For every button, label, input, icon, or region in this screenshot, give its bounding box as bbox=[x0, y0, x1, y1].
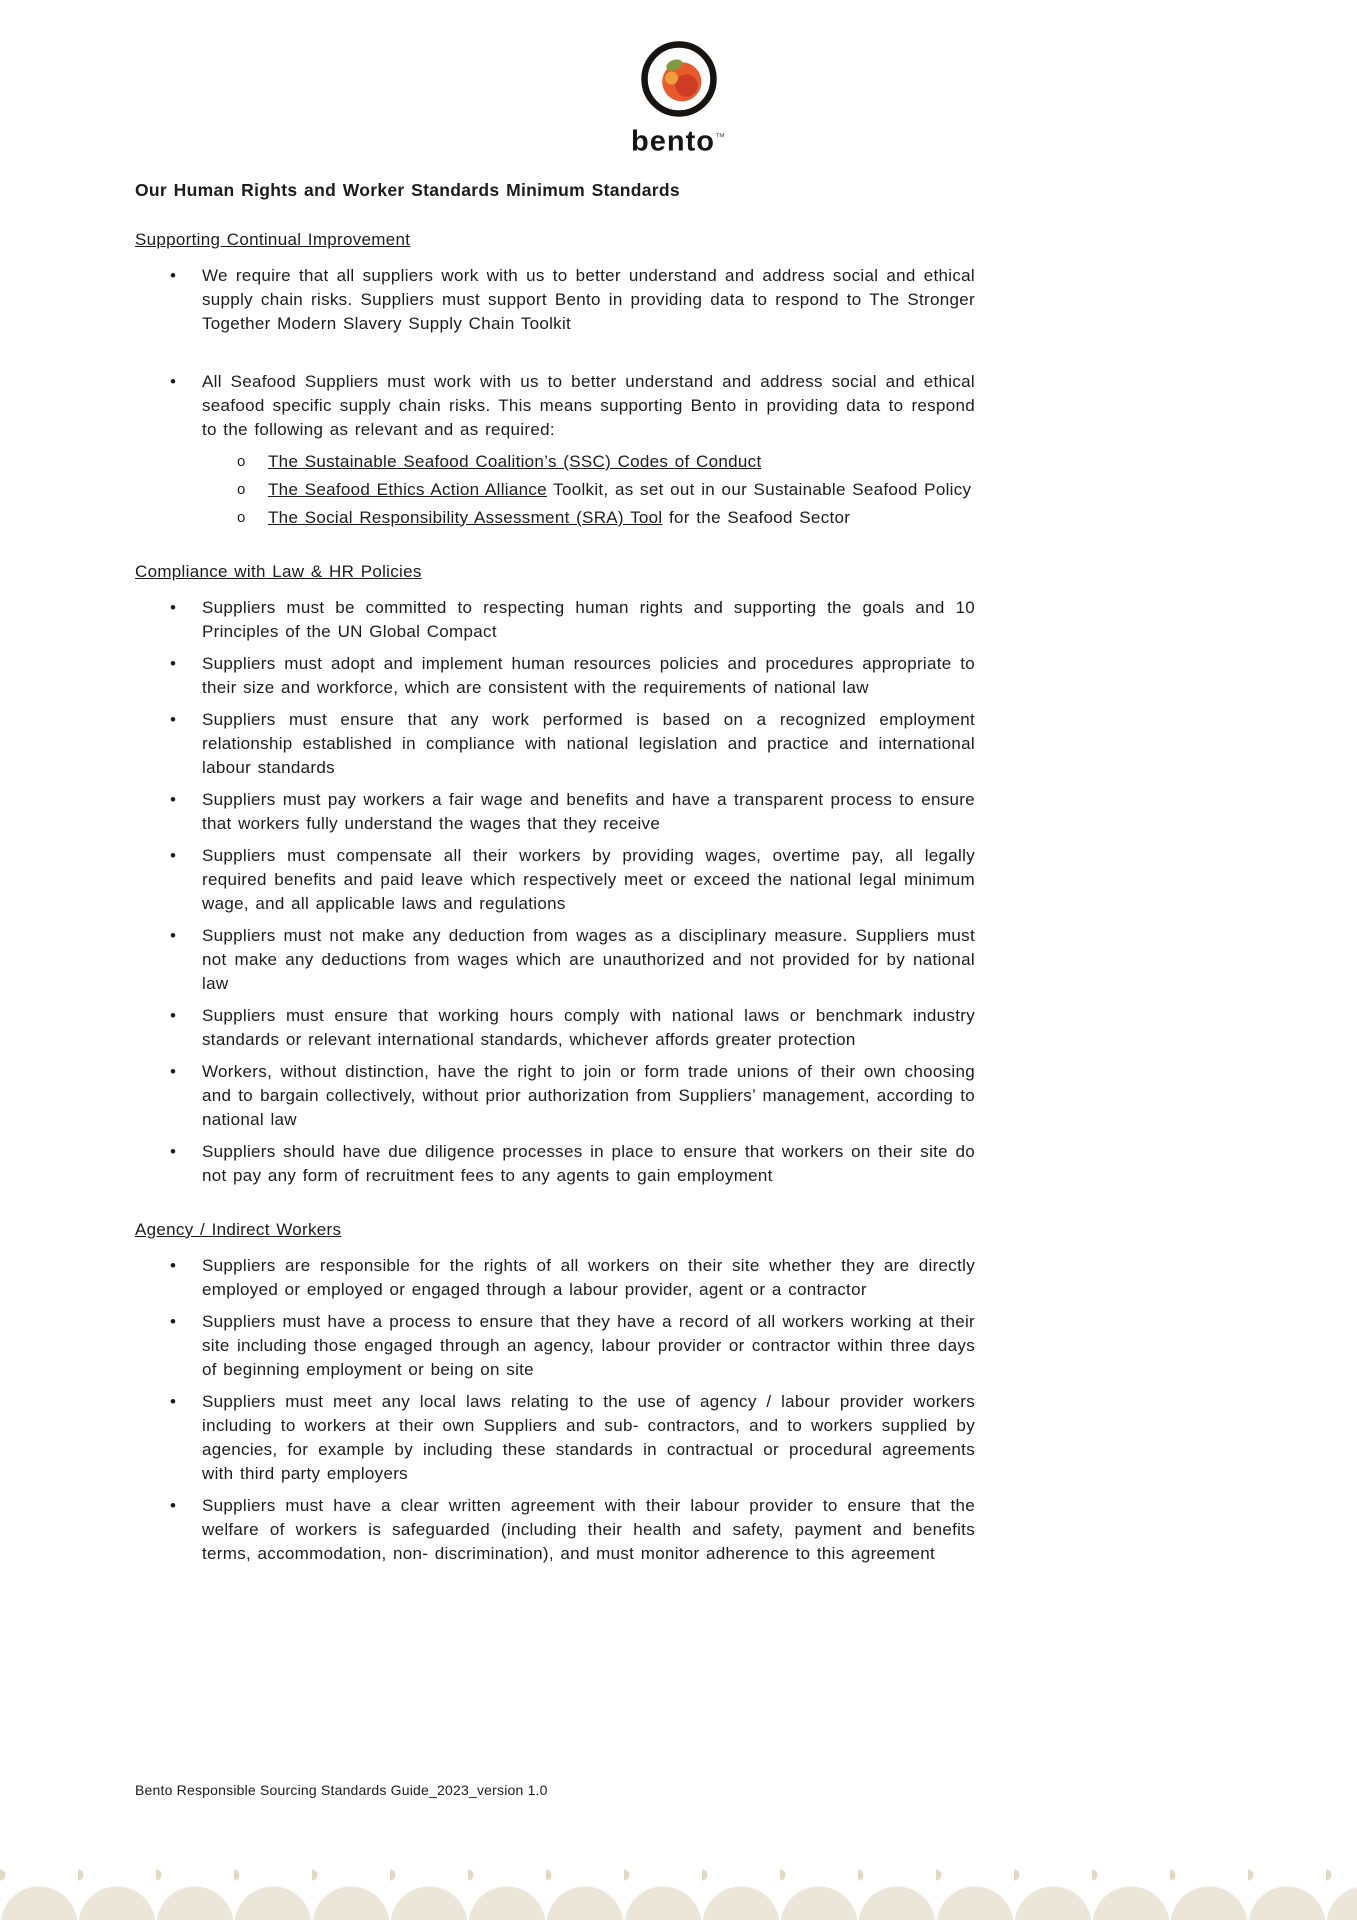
text-run: Suppliers must not make any deduction from wages as a disciplinary measure. Suppliers must not make any deductions from wages which are unauthorized and not provided for by national law bbox=[202, 925, 975, 993]
list-item bbox=[135, 924, 975, 996]
list-item bbox=[135, 1254, 975, 1302]
list-item bbox=[135, 708, 975, 780]
bullet-marker: • bbox=[170, 597, 177, 617]
text-run: Suppliers must meet any local laws relating to the use of agency / labour provider workers including to workers at their own Suppliers and sub- contractors, and to workers supplied by agencies, for example by including these standards in contractual or procedural agreements with third party employers bbox=[202, 1391, 975, 1483]
text-run: Suppliers must have a process to ensure that they have a record of all workers working at their site including those engaged through an agency, labour provider or contractor within three days of beginning employment or being on site bbox=[202, 1311, 975, 1379]
item-text bbox=[202, 1062, 975, 1129]
section-heading: Supporting Continual Improvement bbox=[135, 229, 411, 249]
sub-list-item bbox=[135, 478, 975, 502]
item-text bbox=[202, 1006, 975, 1049]
brand-text: bento bbox=[631, 125, 715, 158]
brand-wordmark bbox=[0, 122, 1357, 158]
doc-link[interactable]: The Social Responsibility Assessment (SRA) Tool bbox=[268, 507, 663, 527]
bullet-marker: • bbox=[170, 1141, 177, 1161]
item-text bbox=[202, 1256, 975, 1299]
bullet-marker: • bbox=[170, 789, 177, 809]
item-text bbox=[202, 1142, 975, 1185]
section bbox=[135, 560, 975, 1188]
section bbox=[135, 1218, 975, 1566]
bullet-marker: • bbox=[170, 845, 177, 865]
content bbox=[0, 158, 1357, 1566]
bullet-marker: • bbox=[170, 1495, 177, 1515]
item-text bbox=[202, 654, 975, 697]
text-run: Toolkit, as set out in our Sustainable Seafood Policy bbox=[546, 479, 972, 499]
section-heading: Compliance with Law & HR Policies bbox=[135, 561, 422, 581]
list-item bbox=[135, 788, 975, 836]
list-item bbox=[135, 1140, 975, 1188]
bento-logo-icon bbox=[638, 38, 720, 120]
item-text bbox=[202, 790, 975, 833]
text-run: Suppliers must compensate all their workers by providing wages, overtime pay, all legally required benefits and paid leave which respectively meet or exceed the national legal minimum wage, and all applicable laws and regulations bbox=[202, 845, 975, 913]
item-text bbox=[202, 1312, 975, 1379]
bullet-marker: • bbox=[170, 653, 177, 673]
bullet-marker: o bbox=[237, 480, 246, 498]
item-text bbox=[202, 1392, 975, 1483]
text-run: for the Seafood Sector bbox=[662, 507, 851, 527]
text-run: Suppliers must ensure that working hours comply with national laws or benchmark industry standards or relevant international standards, whichever affords greater protection bbox=[202, 1005, 975, 1049]
item-text bbox=[202, 598, 975, 641]
list-item bbox=[135, 264, 975, 336]
bullet-marker: • bbox=[170, 1005, 177, 1025]
bullet-marker: • bbox=[170, 925, 177, 945]
text-run: Suppliers must adopt and implement human resources policies and procedures appropriate to their size and workforce, which are consistent with the requirements of national law bbox=[202, 653, 975, 697]
bullet-marker: • bbox=[170, 1391, 177, 1411]
text-run: All Seafood Suppliers must work with us to better understand and address social and ethical seafood specific supply chain risks. This means supporting Bento in providing data to respond to the following as relevant and as required: bbox=[202, 371, 975, 439]
bottom-scallop-decor bbox=[0, 1845, 1357, 1920]
sub-list-item bbox=[135, 450, 975, 474]
item-text bbox=[202, 710, 975, 777]
trademark-mark: ™ bbox=[714, 132, 726, 143]
item-text bbox=[202, 1496, 975, 1563]
item-text bbox=[202, 926, 975, 993]
logo bbox=[0, 0, 1357, 158]
section-heading: Agency / Indirect Workers bbox=[135, 1219, 342, 1239]
bullet-marker: • bbox=[170, 709, 177, 729]
sections bbox=[135, 228, 975, 1566]
page-title: Our Human Rights and Worker Standards Minimum Standards bbox=[135, 179, 680, 200]
bullet-marker: • bbox=[170, 265, 177, 285]
doc-link[interactable]: The Sustainable Seafood Coalition’s (SSC) Codes of Conduct bbox=[268, 451, 762, 471]
list-item bbox=[135, 1390, 975, 1486]
list-item bbox=[135, 1494, 975, 1566]
item-text bbox=[202, 266, 975, 333]
bullet-marker: o bbox=[237, 452, 246, 470]
text-run: Suppliers are responsible for the rights of all workers on their site whether they are directly employed or employed or engaged through a labour provider, agent or a contractor bbox=[202, 1255, 975, 1299]
text-run: We require that all suppliers work with us to better understand and address social and ethical supply chain risks. Suppliers must support Bento in providing data to respond to The Stronger Together Modern Slavery Supply Chain Toolkit bbox=[202, 265, 975, 333]
list-item bbox=[135, 652, 975, 700]
list-item bbox=[135, 844, 975, 916]
text-run: Workers, without distinction, have the right to join or form trade unions of their own choosing and to bargain collectively, without prior authorization from Suppliers’ management, according to national law bbox=[202, 1061, 975, 1129]
doc-link[interactable]: The Seafood Ethics Action Alliance bbox=[268, 479, 547, 499]
bullet-marker: o bbox=[237, 508, 246, 526]
bullet-marker: • bbox=[170, 1311, 177, 1331]
item-text bbox=[268, 452, 761, 471]
list-item bbox=[135, 1310, 975, 1382]
sub-list-item bbox=[135, 506, 975, 530]
list-item bbox=[135, 1004, 975, 1052]
item-text bbox=[268, 480, 971, 499]
text-run: Suppliers must pay workers a fair wage and benefits and have a transparent process to ensure that workers fully understand the wages that they receive bbox=[202, 789, 975, 833]
bullet-marker: • bbox=[170, 1061, 177, 1081]
text-run: Suppliers must be committed to respecting human rights and supporting the goals and 10 Principles of the UN Global Compact bbox=[202, 597, 975, 641]
text-run: Suppliers must ensure that any work performed is based on a recognized employment relationship established in compliance with national legislation and practice and international labour standards bbox=[202, 709, 975, 777]
footer-text: Bento Responsible Sourcing Standards Guide_2023_version 1.0 bbox=[135, 1782, 548, 1798]
item-text bbox=[202, 846, 975, 913]
item-text bbox=[202, 372, 975, 439]
text-run: Suppliers must have a clear written agreement with their labour provider to ensure that the welfare of workers is safeguarded (including their health and safety, payment and benefits terms, accommodation, non- discrimination), and must monitor adherence to this agreement bbox=[202, 1495, 975, 1563]
list-item bbox=[135, 370, 975, 442]
bullet-marker: • bbox=[170, 371, 177, 391]
text-run: Suppliers should have due diligence processes in place to ensure that workers on their site do not pay any form of recruitment fees to any agents to gain employment bbox=[202, 1141, 975, 1185]
section bbox=[135, 228, 975, 530]
list-item bbox=[135, 596, 975, 644]
list-item bbox=[135, 1060, 975, 1132]
item-text bbox=[268, 508, 850, 527]
bullet-marker: • bbox=[170, 1255, 177, 1275]
